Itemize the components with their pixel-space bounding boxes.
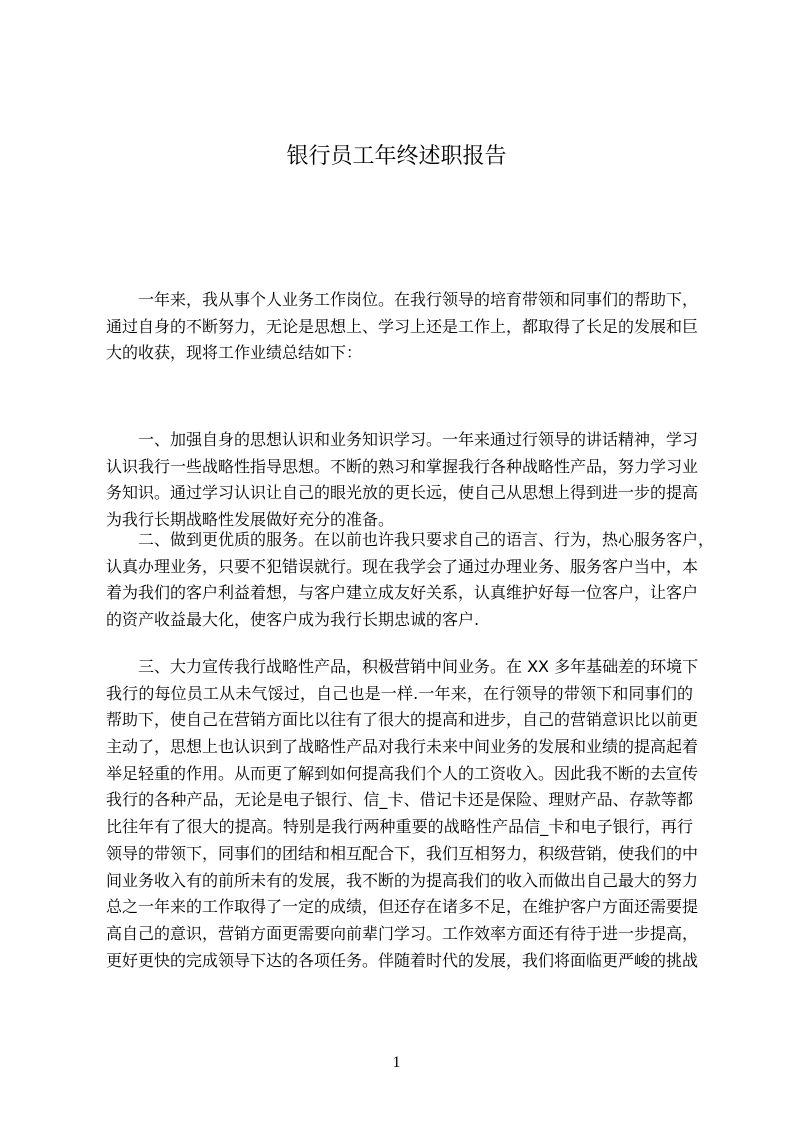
text-line: 大的收获，现将工作业绩总结如下： bbox=[106, 343, 363, 363]
text-line: 认识我行一些战略性指导思想。不断的熟习和掌握我行各种战略性产品，努力学习业 bbox=[106, 456, 699, 476]
text-line: 三、大力宣传我行战略性产品，积极营销中间业务。在 XX 多年基础差的环境下 bbox=[138, 657, 699, 676]
paragraph-section-3 bbox=[106, 654, 699, 974]
text-line: 主动了，思想上也认识到了战略性产品对我行未来中间业务的发展和业绩的提高起着 bbox=[106, 737, 699, 757]
text-line: 高自己的意识，营销方面更需要向前辈门学习。工作效率方面还有待于进一步提高， bbox=[106, 923, 699, 943]
text-line: 的资产收益最大化，使客户成为我行长期忠诚的客户. bbox=[106, 610, 480, 630]
text-line: 务知识。通过学习认识让自己的眼光放的更长远，使自己从思想上得到进一步的提高 bbox=[106, 483, 699, 503]
paragraph-section-2 bbox=[106, 527, 715, 634]
text-line: 总之一年来的工作取得了一定的成绩，但还存在诸多不足，在维护客户方面还需要提 bbox=[106, 897, 699, 917]
paragraph-section-1 bbox=[106, 427, 699, 534]
document-title: 银行员工年终述职报告 bbox=[286, 144, 507, 169]
paragraph-intro bbox=[106, 287, 699, 367]
text-line: 我行的各种产品，无论是电子银行、信_卡、借记卡还是保险、理财产品、存款等都 bbox=[106, 790, 693, 810]
page-number: 1 bbox=[392, 1054, 401, 1071]
text-line: 更好更快的完成领导下达的各项任务。伴随着时代的发展，我们将面临更严峻的挑战 bbox=[106, 950, 699, 970]
text-line: 一年来，我从事个人业务工作岗位。在我行领导的培育带领和同事们的帮助下， bbox=[138, 290, 699, 309]
text-line: 二、做到更优质的服务。在以前也许我只要求自己的语言、行为，热心服务客户， bbox=[138, 530, 715, 549]
text-line: 一、加强自身的思想认识和业务知识学习。一年来通过行领导的讲话精神，学习 bbox=[138, 430, 699, 449]
text-line: 通过自身的不断努力，无论是思想上、学习上还是工作上，都取得了长足的发展和巨 bbox=[106, 316, 699, 336]
text-line: 着为我们的客户利益着想，与客户建立成友好关系，认真维护好每一位客户，让客户 bbox=[106, 583, 699, 603]
text-line: 认真办理业务，只要不犯错误就行。现在我学会了通过办理业务、服务客户当中，本 bbox=[106, 556, 699, 576]
text-line: 帮助下，使自己在营销方面比以往有了很大的提高和进步，自己的营销意识比以前更 bbox=[106, 710, 699, 730]
text-line: 间业务收入有的前所未有的发展，我不断的为提高我们的收入而做出自己最大的努力 bbox=[106, 870, 699, 890]
text-line: 领导的带领下，同事们的团结和相互配合下，我们互相努力，积级营销，使我们的中 bbox=[106, 843, 699, 863]
text-line: 我行的每位员工从未气馁过，自己也是一样.一年来，在行领导的带领下和同事们的 bbox=[106, 683, 693, 703]
text-line: 为我行长期战略性发展做好充分的准备。 bbox=[106, 510, 395, 530]
text-line: 举足轻重的作用。从而更了解到如何提高我们个人的工资收入。因此我不断的去宣传 bbox=[106, 763, 699, 783]
text-line: 比往年有了很大的提高。特别是我行两种重要的战略性产品信_卡和电子银行，再行 bbox=[106, 817, 693, 837]
